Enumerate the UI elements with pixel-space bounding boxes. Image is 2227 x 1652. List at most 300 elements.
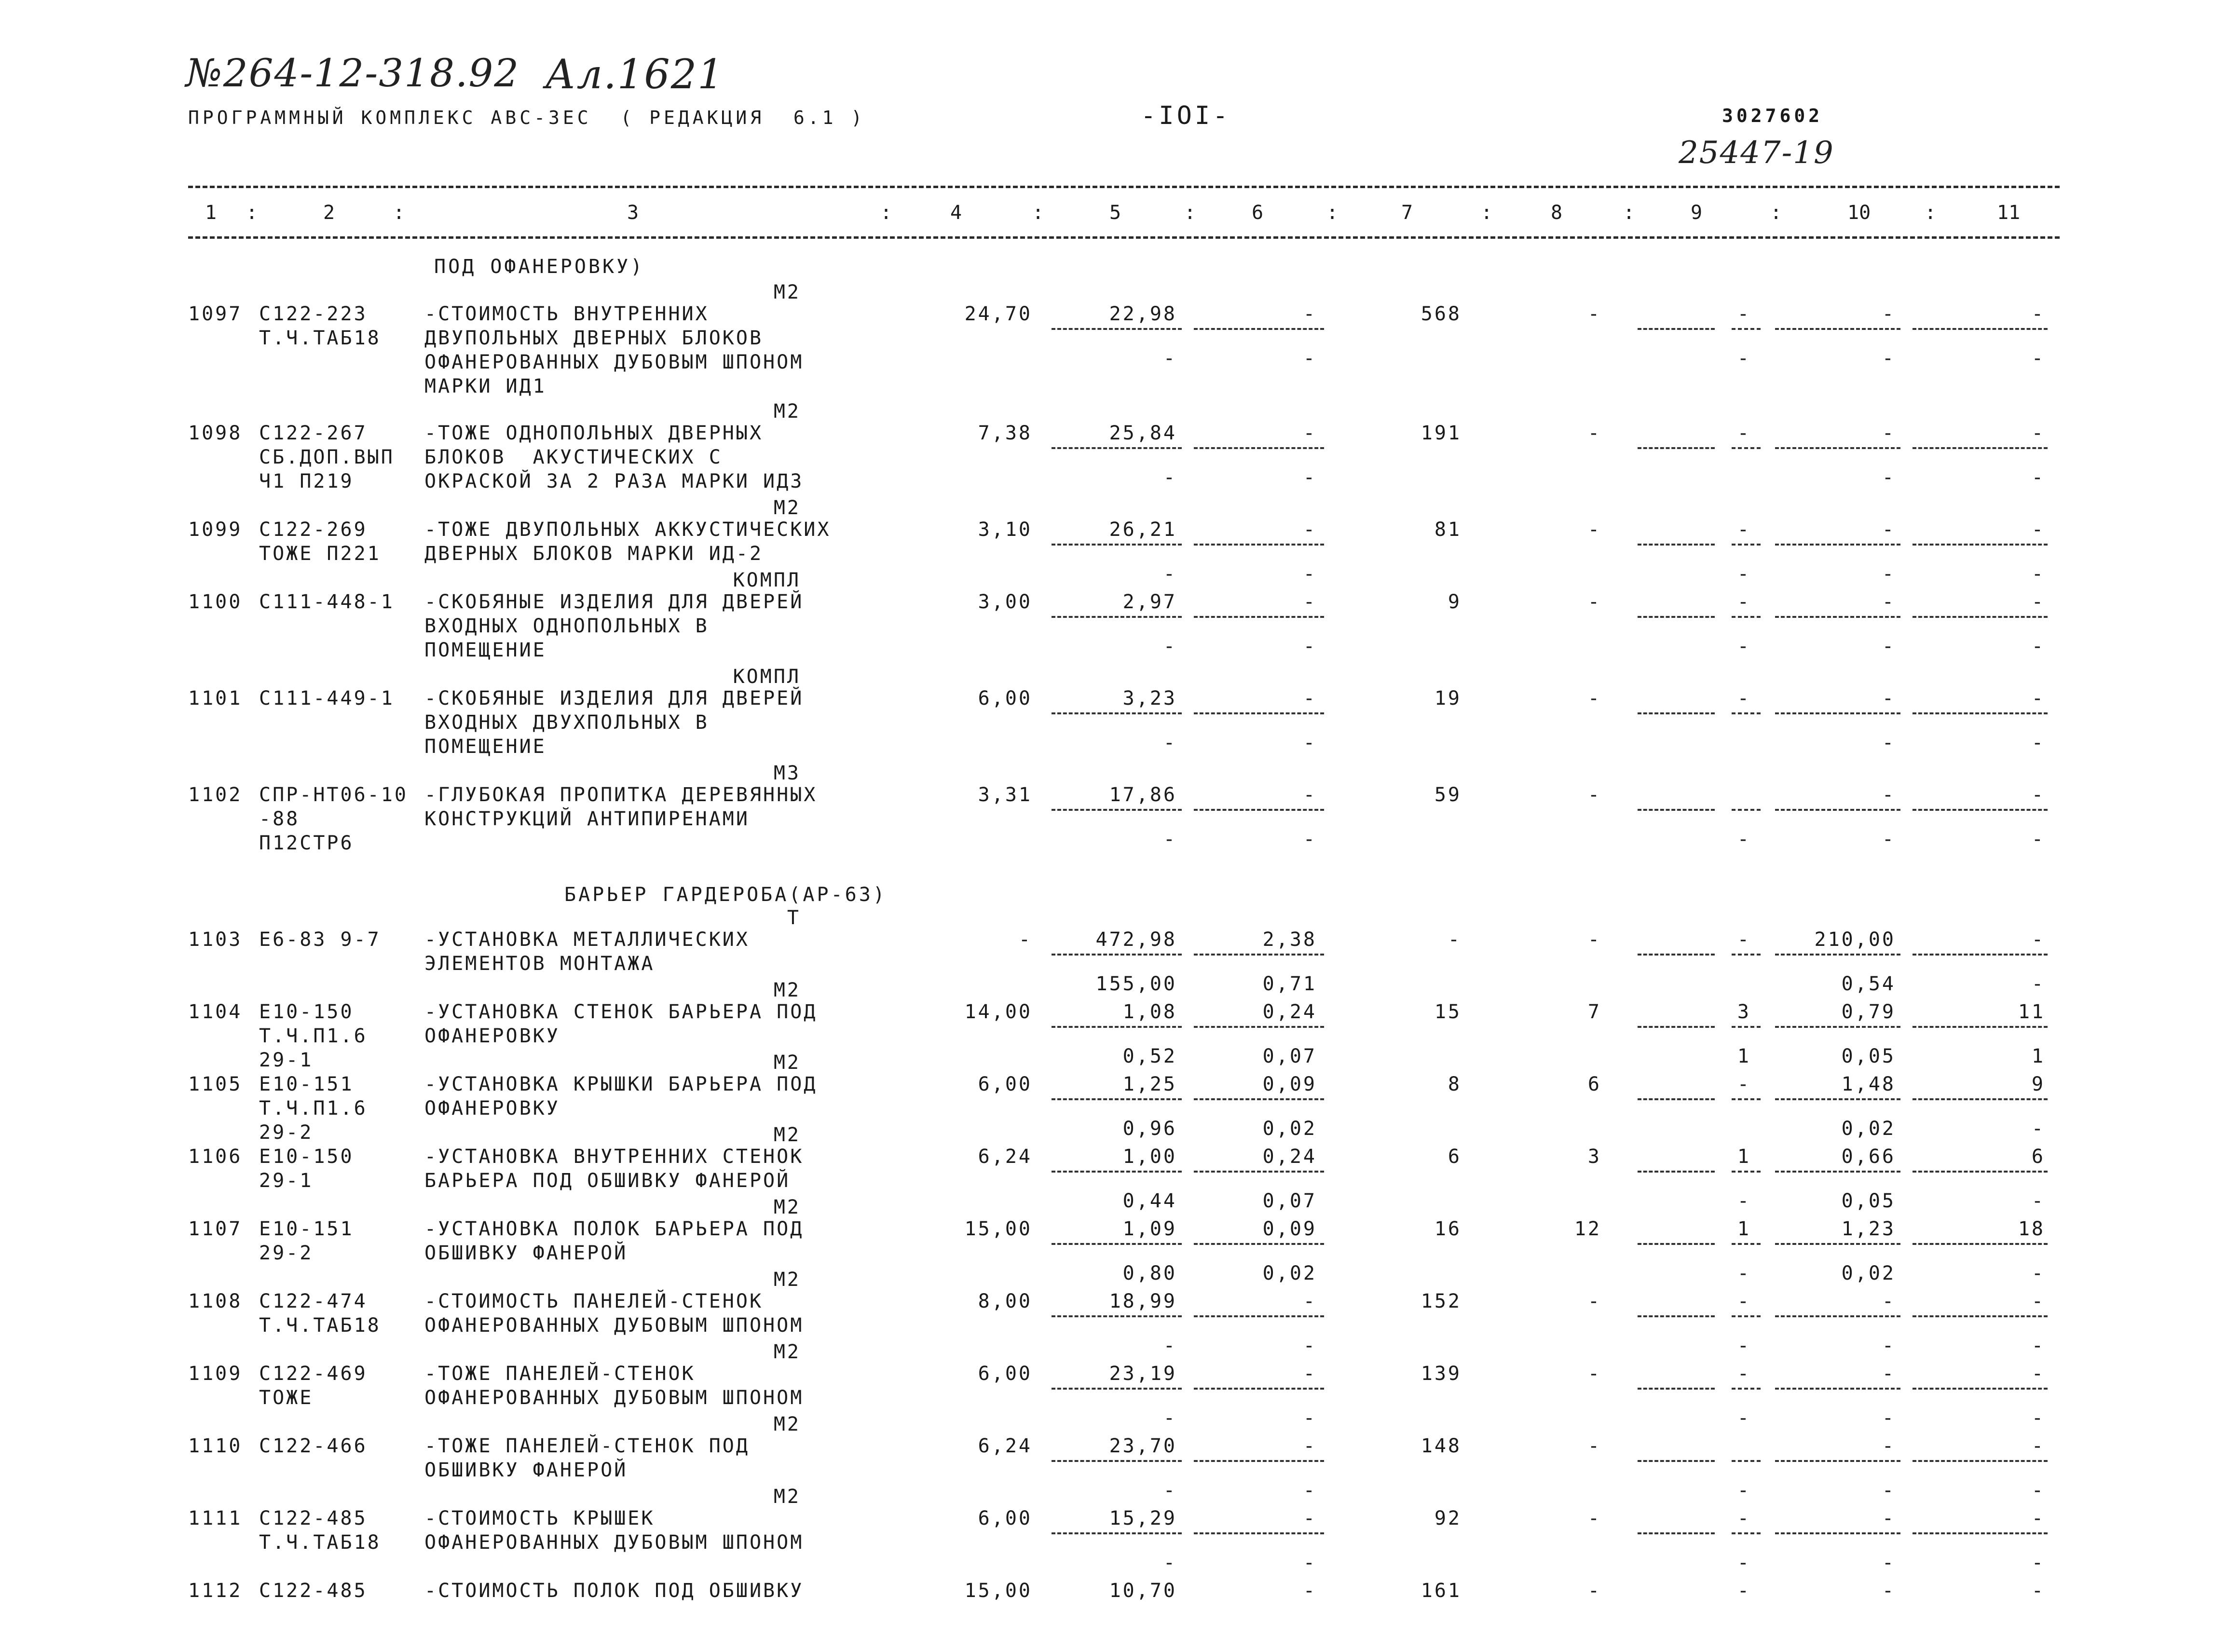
col11-value: -	[2031, 1290, 2045, 1312]
unit-label: М2	[773, 1051, 801, 1074]
subtotal-rule	[1052, 954, 1182, 956]
total-cost: 148	[1421, 1435, 1462, 1457]
col8-value: -	[1587, 303, 1601, 325]
unit-price: 18,99	[1109, 1290, 1177, 1312]
subtotal-rule	[1194, 1098, 1324, 1100]
handwritten-album-number: Ал.1621	[545, 51, 724, 98]
col10-sub: -	[1882, 466, 1896, 489]
norm-code: С122-466	[259, 1435, 368, 1457]
table-row-continuation	[0, 446, 2227, 468]
column-separator: :	[1481, 202, 1493, 224]
subtotal-rule	[1638, 1171, 1715, 1173]
col8-value: -	[1587, 687, 1601, 710]
column-header-11: 11	[1997, 202, 2021, 224]
subtotal-rule	[1913, 1243, 2048, 1245]
work-description: -СТОИМОСТЬ ПАНЕЛЕЙ-СТЕНОК	[424, 1290, 764, 1312]
table-row	[0, 1073, 2227, 1095]
subtotal-rule	[1732, 447, 1761, 449]
unit-label: М2	[773, 1269, 801, 1291]
work-description: -СКОБЯНЫЕ ИЗДЕЛИЯ ДЛЯ ДВЕРЕЙ	[424, 591, 804, 613]
col9-value: 3	[1737, 1001, 1751, 1023]
machine-cost-sub: 0,71	[1262, 973, 1317, 995]
work-description: -ГЛУБОКАЯ ПРОПИТКА ДЕРЕВЯННЫХ	[424, 784, 818, 806]
norm-code: С122-485	[259, 1507, 368, 1529]
col10-sub: -	[1882, 828, 1896, 850]
column-header-9: 9	[1691, 202, 1703, 224]
table-row-continuation	[0, 1242, 2227, 1264]
work-description-continuation: ОКРАСКОЙ ЗА 2 РАЗА МАРКИ ИД3	[424, 470, 804, 492]
table-row-subvalues	[0, 347, 2227, 367]
col8-value: 6	[1587, 1073, 1601, 1095]
unit-price: 15,29	[1109, 1507, 1177, 1529]
subtotal-rule	[1638, 1026, 1715, 1028]
subtotal-rule	[1194, 1315, 1324, 1317]
machine-cost: 2,38	[1262, 928, 1317, 951]
quantity: 6,00	[978, 687, 1032, 710]
subtotal-rule	[1732, 1388, 1761, 1390]
subtotal-rule	[1732, 809, 1761, 811]
col9-sub: -	[1737, 347, 1751, 369]
row-number: 1103	[188, 928, 243, 951]
table-row-subvalues	[0, 1118, 2227, 1140]
table-row-continuation	[0, 615, 2227, 637]
norm-code-continuation: 29-2	[259, 1242, 314, 1264]
table-row-continuation	[0, 953, 2227, 975]
col10-value: -	[1882, 591, 1896, 613]
table-row	[0, 928, 2227, 951]
machine-cost: -	[1303, 784, 1317, 806]
subtotal-rule	[1194, 1026, 1324, 1028]
machine-cost: -	[1303, 303, 1317, 325]
row-number: 1102	[188, 784, 243, 806]
subtotal-rule	[1052, 809, 1182, 811]
norm-code-continuation: Т.Ч.П1.6	[259, 1025, 368, 1047]
column-header-3: 3	[627, 202, 639, 224]
unit-label: М2	[773, 281, 801, 303]
row-number: 1106	[188, 1146, 243, 1168]
subtotal-rule	[1052, 712, 1182, 714]
table-row-subvalues	[0, 1190, 2227, 1212]
unit-label: М2	[773, 979, 801, 1001]
table-row	[0, 784, 2227, 806]
unit-label: М2	[773, 400, 801, 423]
col8-value: -	[1587, 784, 1601, 806]
machine-cost-sub: 0,07	[1262, 1045, 1317, 1067]
col8-value: -	[1587, 1507, 1601, 1529]
col11-sub: -	[2031, 732, 2045, 754]
col11-sub: -	[2031, 1118, 2045, 1140]
column-separator: :	[246, 202, 258, 224]
work-description-continuation: МАРКИ ИД1	[424, 375, 547, 397]
quantity: 15,00	[964, 1218, 1032, 1240]
work-description-continuation: ЭЛЕМЕНТОВ МОНТАЖА	[424, 953, 655, 975]
table-row-continuation	[0, 711, 2227, 734]
unit-row	[0, 907, 2227, 929]
total-cost: -	[1448, 928, 1462, 951]
total-cost: 139	[1421, 1363, 1462, 1385]
table-row-continuation	[0, 327, 2227, 349]
col9-sub: -	[1737, 1552, 1751, 1574]
col11-sub: -	[2031, 635, 2045, 657]
work-description-continuation: ОБШИВКУ ФАНЕРОЙ	[424, 1242, 628, 1264]
subtotal-rule	[1775, 328, 1900, 330]
machine-cost: -	[1303, 591, 1317, 613]
subtotal-rule	[1775, 1460, 1900, 1462]
col8-value: 3	[1587, 1146, 1601, 1168]
col10-value: 1,48	[1841, 1073, 1896, 1095]
col10-value: -	[1882, 784, 1896, 806]
row-number: 1105	[188, 1073, 243, 1095]
machine-cost-sub: -	[1303, 563, 1317, 585]
work-description: -ТОЖЕ ДВУПОЛЬНЫХ АККУСТИЧЕСКИХ	[424, 519, 831, 541]
subtotal-rule	[1732, 1315, 1761, 1317]
subtotal-rule	[1732, 1532, 1761, 1534]
quantity: 3,00	[978, 591, 1032, 613]
machine-cost: 0,09	[1262, 1218, 1317, 1240]
table-row	[0, 422, 2227, 444]
row-number: 1108	[188, 1290, 243, 1312]
norm-code-continuation: 29-1	[259, 1049, 314, 1071]
table-row	[0, 1218, 2227, 1240]
subtotal-rule	[1732, 544, 1761, 546]
col11-value: 18	[2018, 1218, 2045, 1240]
column-header-6: 6	[1252, 202, 1264, 224]
col10-sub: -	[1882, 1552, 1896, 1574]
table-row-continuation	[0, 1097, 2227, 1120]
table-row-continuation	[0, 1531, 2227, 1554]
subtotal-rule	[1913, 954, 2048, 956]
unit-price-sub: 0,96	[1122, 1118, 1177, 1140]
unit-price: 25,84	[1109, 422, 1177, 444]
norm-code: С122-223	[259, 303, 368, 325]
work-description-continuation: ПОМЕЩЕНИЕ	[424, 639, 547, 661]
subtotal-rule	[1194, 447, 1324, 449]
col10-value: -	[1882, 687, 1896, 710]
col11-sub: -	[2031, 1262, 2045, 1284]
subtotal-rule	[1052, 1388, 1182, 1390]
row-number: 1098	[188, 422, 243, 444]
machine-cost-sub: -	[1303, 828, 1317, 850]
unit-row	[0, 281, 2227, 303]
col9-sub: -	[1737, 1262, 1751, 1284]
subtotal-rule	[1732, 1460, 1761, 1462]
column-separator: :	[1326, 202, 1339, 224]
subtotal-rule	[1913, 712, 2048, 714]
norm-code: СПР-НТ06-10	[259, 784, 408, 806]
subtotal-rule	[1732, 1026, 1761, 1028]
work-description-continuation: ДВУПОЛЬНЫХ ДВЕРНЫХ БЛОКОВ	[424, 327, 764, 349]
col10-sub: -	[1882, 635, 1896, 657]
work-description-continuation: БАРЬЕРА ПОД ОБШИВКУ ФАНЕРОЙ	[424, 1170, 791, 1192]
subtotal-rule	[1194, 544, 1324, 546]
col9-value: -	[1737, 928, 1751, 951]
machine-cost: -	[1303, 1363, 1317, 1385]
unit-price: 17,86	[1109, 784, 1177, 806]
subtotal-rule	[1052, 1171, 1182, 1173]
norm-code-continuation: 29-2	[259, 1121, 314, 1144]
subtotal-rule	[1913, 616, 2048, 618]
subtotal-rule	[1775, 1171, 1900, 1173]
work-description-continuation: ОФАНЕРОВАННЫХ ДУБОВЫМ ШПОНОМ	[424, 1531, 804, 1554]
col9-sub: -	[1737, 1479, 1751, 1502]
unit-price-sub: -	[1163, 466, 1177, 489]
norm-code-continuation: Т.Ч.П1.6	[259, 1097, 368, 1120]
col10-value: -	[1882, 1580, 1896, 1602]
unit-price-sub: 155,00	[1095, 973, 1177, 995]
total-cost: 92	[1434, 1507, 1462, 1529]
col9-sub: -	[1737, 563, 1751, 585]
col8-value: -	[1587, 928, 1601, 951]
column-separator: :	[1623, 202, 1635, 224]
subtotal-rule	[1052, 1460, 1182, 1462]
unit-price: 23,70	[1109, 1435, 1177, 1457]
row-number: 1107	[188, 1218, 243, 1240]
subtotal-rule	[1913, 1171, 2048, 1173]
subtotal-rule	[1638, 544, 1715, 546]
norm-code-continuation: П12СТР6	[259, 832, 354, 854]
table-row-continuation	[0, 1314, 2227, 1337]
row-number: 1109	[188, 1363, 243, 1385]
col10-sub: -	[1882, 563, 1896, 585]
col11-sub: -	[2031, 347, 2045, 369]
unit-price: 1,25	[1122, 1073, 1177, 1095]
table-row-subvalues	[0, 466, 2227, 489]
work-description-continuation: ОБШИВКУ ФАНЕРОЙ	[424, 1459, 628, 1481]
subtotal-rule	[1638, 954, 1715, 956]
total-cost: 568	[1421, 303, 1462, 325]
work-description: -УСТАНОВКА ВНУТРЕННИХ СТЕНОК	[424, 1146, 804, 1168]
col10-value: -	[1882, 1363, 1896, 1385]
subtotal-rule	[1638, 712, 1715, 714]
col10-sub: -	[1882, 1407, 1896, 1429]
col11-value: -	[2031, 1435, 2045, 1457]
norm-code-continuation: -88	[259, 808, 300, 830]
norm-code: С122-469	[259, 1363, 368, 1385]
col11-value: 9	[2031, 1073, 2045, 1095]
unit-price: 23,19	[1109, 1363, 1177, 1385]
unit-price-sub: 0,80	[1122, 1262, 1177, 1284]
machine-cost: -	[1303, 1507, 1317, 1529]
subtotal-rule	[1732, 616, 1761, 618]
table-row-continuation	[0, 1025, 2227, 1047]
col10-value: 210,00	[1814, 928, 1896, 951]
col11-value: -	[2031, 928, 2045, 951]
subtotal-rule	[1913, 1315, 2048, 1317]
col10-value: 0,66	[1841, 1146, 1896, 1168]
row-number: 1101	[188, 687, 243, 710]
machine-cost-sub: -	[1303, 1335, 1317, 1357]
norm-code: С122-474	[259, 1290, 368, 1312]
row-number: 1111	[188, 1507, 243, 1529]
norm-code: С111-448-1	[259, 591, 395, 613]
table-row-subvalues	[0, 1335, 2227, 1357]
machine-cost: 0,24	[1262, 1146, 1317, 1168]
col8-value: 7	[1587, 1001, 1601, 1023]
col10-sub: -	[1882, 732, 1896, 754]
col11-value: -	[2031, 784, 2045, 806]
subtotal-rule	[1913, 328, 2048, 330]
unit-price-sub: -	[1163, 563, 1177, 585]
table-row	[0, 687, 2227, 710]
unit-price: 3,23	[1122, 687, 1177, 710]
table-row	[0, 1146, 2227, 1168]
row-number: 1112	[188, 1580, 243, 1602]
unit-price-sub: -	[1163, 347, 1177, 369]
handwritten-code: 25447-19	[1679, 135, 1834, 171]
unit-label: М2	[773, 1341, 801, 1363]
quantity: 3,10	[978, 519, 1032, 541]
column-header-5: 5	[1109, 202, 1121, 224]
subtotal-rule	[1775, 544, 1900, 546]
work-description-continuation: БЛОКОВ АКУСТИЧЕСКИХ С	[424, 446, 723, 468]
work-description-continuation: ВХОДНЫХ ДВУХПОЛЬНЫХ В	[424, 711, 709, 734]
table-row	[0, 1363, 2227, 1385]
work-description: -СКОБЯНЫЕ ИЗДЕЛИЯ ДЛЯ ДВЕРЕЙ	[424, 687, 804, 710]
col9-value: -	[1737, 519, 1751, 541]
table-row	[0, 519, 2227, 541]
subtotal-rule	[1638, 616, 1715, 618]
column-header-2: 2	[323, 202, 335, 224]
machine-cost-sub: 0,07	[1262, 1190, 1317, 1212]
column-header-8: 8	[1551, 202, 1563, 224]
unit-price: 1,00	[1122, 1146, 1177, 1168]
subtotal-rule	[1194, 809, 1324, 811]
col11-sub: -	[2031, 1552, 2045, 1574]
total-cost: 16	[1434, 1218, 1462, 1240]
table-row	[0, 1435, 2227, 1457]
work-description-continuation: ОФАНЕРОВКУ	[424, 1097, 560, 1120]
quantity: 14,00	[964, 1001, 1032, 1023]
table-row	[0, 1580, 2227, 1602]
subtotal-rule	[1638, 1460, 1715, 1462]
col11-value: -	[2031, 1580, 2045, 1602]
machine-cost-sub: -	[1303, 635, 1317, 657]
unit-price: 1,08	[1122, 1001, 1177, 1023]
norm-code: С122-269	[259, 519, 368, 541]
subtotal-rule	[1194, 1243, 1324, 1245]
norm-code: Е10-150	[259, 1146, 354, 1168]
col11-value: -	[2031, 687, 2045, 710]
quantity: 6,24	[978, 1146, 1032, 1168]
col11-value: 6	[2031, 1146, 2045, 1168]
total-cost: 81	[1434, 519, 1462, 541]
table-row	[0, 1507, 2227, 1527]
unit-price-sub: -	[1163, 1335, 1177, 1357]
col9-value: -	[1737, 1580, 1751, 1602]
col9-sub: 1	[1737, 1045, 1751, 1067]
table-row-subvalues	[0, 732, 2227, 754]
col9-sub: -	[1737, 1190, 1751, 1212]
quantity: 24,70	[964, 303, 1032, 325]
work-description-continuation: ОФАНЕРОВАННЫХ ДУБОВЫМ ШПОНОМ	[424, 1314, 804, 1337]
unit-label: М3	[773, 762, 801, 784]
unit-label: КОМПЛ	[733, 569, 801, 591]
norm-code: С111-449-1	[259, 687, 395, 710]
subtotal-rule	[1638, 809, 1715, 811]
col9-value: 1	[1737, 1218, 1751, 1240]
subtotal-rule	[1052, 1315, 1182, 1317]
unit-row	[0, 666, 2227, 688]
subtotal-rule	[1194, 616, 1324, 618]
col8-value: -	[1587, 1435, 1601, 1457]
norm-code: Е10-151	[259, 1218, 354, 1240]
col11-value: -	[2031, 422, 2045, 444]
subtotal-rule	[1194, 1171, 1324, 1173]
machine-cost-sub: -	[1303, 1479, 1317, 1502]
col9-value: -	[1737, 591, 1751, 613]
total-cost: 9	[1448, 591, 1462, 613]
subtotal-rule	[1638, 1388, 1715, 1390]
subtotal-rule	[1194, 712, 1324, 714]
col11-sub: -	[2031, 1190, 2045, 1212]
norm-code: Е10-150	[259, 1001, 354, 1023]
subtotal-rule	[1913, 1026, 2048, 1028]
col10-sub: 0,54	[1841, 973, 1896, 995]
table-row-subvalues	[0, 1262, 2227, 1282]
quantity: 7,38	[978, 422, 1032, 444]
quantity: 6,00	[978, 1073, 1032, 1095]
table-row-continuation	[0, 1459, 2227, 1481]
machine-cost-sub: -	[1303, 732, 1317, 754]
col9-value: -	[1737, 687, 1751, 710]
work-description-continuation: ДВЕРНЫХ БЛОКОВ МАРКИ ИД-2	[424, 543, 764, 565]
norm-code-continuation: ТОЖЕ П221	[259, 543, 381, 565]
unit-price-sub: 0,52	[1122, 1045, 1177, 1067]
table-row-continuation	[0, 1387, 2227, 1409]
subtotal-rule	[1732, 1171, 1761, 1173]
norm-code-continuation: Ч1 П219	[259, 470, 354, 492]
subtotal-rule	[1052, 616, 1182, 618]
machine-cost-sub: 0,02	[1262, 1262, 1317, 1284]
subtotal-rule	[1732, 328, 1761, 330]
subtotal-rule	[1732, 712, 1761, 714]
table-row	[0, 303, 2227, 325]
total-cost: 8	[1448, 1073, 1462, 1095]
table-row	[0, 591, 2227, 613]
subtotal-rule	[1913, 1098, 2048, 1100]
col11-value: -	[2031, 1363, 2045, 1385]
machine-cost: -	[1303, 1290, 1317, 1312]
col10-value: -	[1882, 1290, 1896, 1312]
unit-label: М2	[773, 497, 801, 519]
row-number: 1104	[188, 1001, 243, 1023]
subtotal-rule	[1052, 328, 1182, 330]
quantity: 8,00	[978, 1290, 1032, 1312]
col9-sub: -	[1737, 635, 1751, 657]
quantity: 6,00	[978, 1363, 1032, 1385]
subtotal-rule	[1638, 1532, 1715, 1534]
carry-over-text: ПОД ОФАНЕРОВКУ)	[434, 256, 645, 278]
col10-value: 1,23	[1841, 1218, 1896, 1240]
work-description-continuation: ВХОДНЫХ ОДНОПОЛЬНЫХ В	[424, 615, 709, 637]
table-row-subvalues	[0, 563, 2227, 585]
quantity: 6,00	[978, 1507, 1032, 1529]
row-number: 1099	[188, 519, 243, 541]
norm-code-continuation: СБ.ДОП.ВЫП	[259, 446, 395, 468]
col8-value: -	[1587, 519, 1601, 541]
table-row-subvalues	[0, 635, 2227, 655]
col10-value: -	[1882, 1435, 1896, 1457]
table-row-subvalues	[0, 973, 2227, 995]
unit-price: 22,98	[1109, 303, 1177, 325]
col11-sub: -	[2031, 563, 2045, 585]
machine-cost-sub: -	[1303, 1407, 1317, 1429]
subtotal-rule	[1194, 328, 1324, 330]
subtotal-rule	[1638, 1098, 1715, 1100]
unit-price-sub: -	[1163, 828, 1177, 850]
unit-row	[0, 762, 2227, 784]
col10-sub: 0,05	[1841, 1190, 1896, 1212]
